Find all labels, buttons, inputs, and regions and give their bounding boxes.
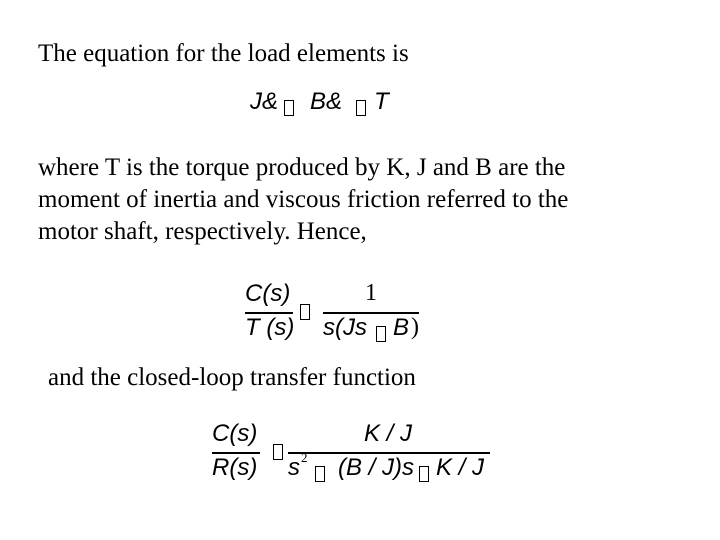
eq3-rhs-num: K / J bbox=[364, 420, 413, 447]
eq3-lhs-den: R(s) bbox=[212, 454, 258, 481]
closed-loop-transfer-equation bbox=[212, 420, 492, 484]
eq2-lhs-num: C(s) bbox=[245, 280, 291, 307]
eq3-lhs-num: C(s) bbox=[212, 420, 258, 447]
eq3-rhs-den-mid: (B / J)s bbox=[338, 454, 414, 481]
eq2-lhs-den: T (s) bbox=[245, 314, 295, 341]
eq3-plus-glyph bbox=[314, 460, 326, 488]
eq1-b-term: B& bbox=[310, 88, 343, 115]
eq1-j-term: J& bbox=[250, 88, 279, 115]
eq2-rhs-den-close: ) bbox=[411, 314, 419, 340]
eq2-rhs-den-a: s(Js bbox=[323, 314, 367, 341]
eq3-rhs-den-end: K / J bbox=[436, 454, 485, 481]
eq3-plus-glyph-2 bbox=[418, 460, 430, 488]
eq2-equals-glyph bbox=[299, 298, 311, 326]
intro-text: The equation for the load elements is bbox=[38, 40, 409, 67]
open-loop-transfer-equation bbox=[245, 280, 425, 344]
load-equation bbox=[250, 88, 400, 122]
closed-loop-text: and the closed-loop transfer function bbox=[48, 364, 416, 391]
eq2-rhs-num: 1 bbox=[365, 280, 377, 306]
eq1-glyph bbox=[283, 94, 295, 122]
eq1-glyph-2 bbox=[355, 94, 367, 122]
eq1-rhs: T bbox=[374, 88, 389, 115]
eq3-equals-glyph bbox=[272, 438, 284, 466]
where-text: where T is the torque produced by K, J and B are the moment of inertia and viscous friction referred to the motor shaft, respectively. Hence, bbox=[38, 154, 569, 245]
eq2-plus-glyph bbox=[375, 320, 387, 348]
eq3-rhs-den-exp: 2 bbox=[301, 450, 308, 465]
eq2-rhs-den-b: B bbox=[393, 314, 410, 341]
eq3-rhs-den-s: s bbox=[288, 454, 300, 481]
